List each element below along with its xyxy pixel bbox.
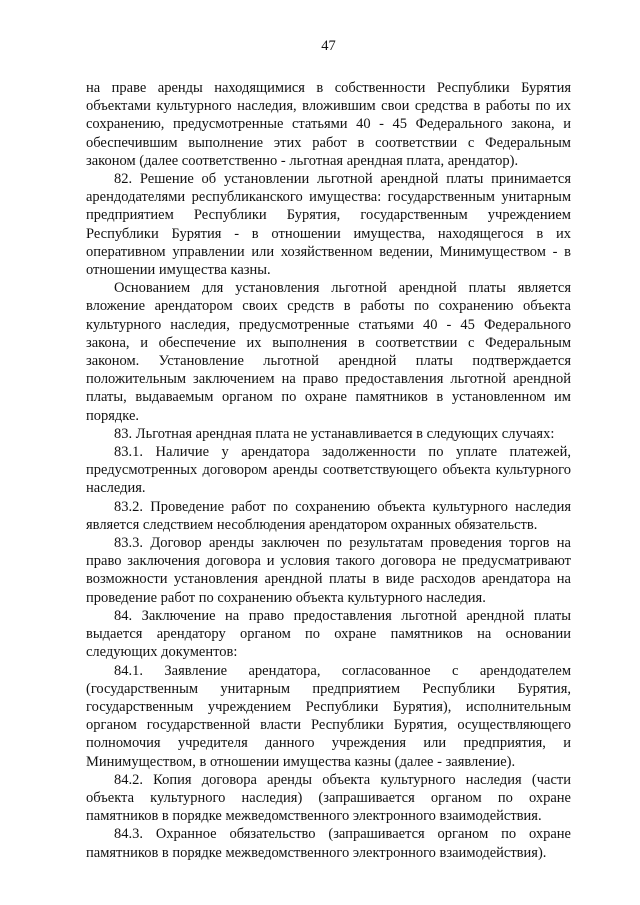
paragraph: на праве аренды находящимися в собственности Республики Бурятия объектами культурного наследия, вложившим свои средства в работы по их сохранению, предусмотренные статьями 40 - 45 Федерального закона, и обеспечившим выполнение этих работ в соответствии с Федеральным законом (далее соответственно - льготная арендная плата, арендатор). xyxy=(86,80,571,169)
paragraph: 83.1. Наличие у арендатора задолженности по уплате платежей, предусмотренных договором аренды соответствующего объекта культурного наследия. xyxy=(86,444,571,497)
paragraph: Основанием для установления льготной арендной платы является вложение арендатором своих средств в работы по сохранению объекта культурного наследия, предусмотренные статьями 40 - 45 Федерального закона, и обеспечение их выполнения в соответствии с Федеральным законом. Установление льготной арендной платы подтверждается положительным заключением на право предоставления льготной арендной платы, выдаваемым органом по охране памятников в установленном им порядке. xyxy=(86,280,571,424)
document-body xyxy=(86,79,571,862)
paragraph: 84. Заключение на право предоставления льготной арендной платы выдается арендатору органом по охране памятников на основании следующих документов: xyxy=(86,607,571,661)
paragraph: 84.1. Заявление арендатора, согласованное с арендодателем (государственным унитарным предприятием Республики Бурятия, государственным учреждением Республики Бурятия), исполнительным органом государственной власти Республики Бурятия, осуществляющего полномочия учредителя данного учреждения или предприятия, и Минимуществом, в отношении имущества казны (далее - заявление). xyxy=(86,662,571,770)
paragraph: 83. Льготная арендная плата не устанавливается в следующих случаях: xyxy=(114,425,555,442)
paragraph: 84.2. Копия договора аренды объекта культурного наследия (части объекта культурного наследия) (запрашивается органом по охране памятников в порядке межведомственного электронного взаимодействия. xyxy=(86,771,571,825)
paragraph: 83.2. Проведение работ по сохранению объекта культурного наследия является следствием несоблюдения арендатором охранных обязательств. xyxy=(86,498,571,533)
page-number: 47 xyxy=(321,38,336,54)
paragraph: 82. Решение об установлении льготной арендной платы принимается арендодателями республиканского имущества: государственным унитарным предприятием Республики Бурятия, государственным учреждением Республики Бурятия - в отношении имущества, находящегося в их оперативном управлении или хозяйственном ведении, Минимуществом - в отношении имущества казны. xyxy=(86,171,571,279)
paragraph: 84.3. Охранное обязательство (запрашивается органом по охране памятников в порядке межведомственного электронного взаимодействия). xyxy=(86,826,571,861)
paragraph: 83.3. Договор аренды заключен по результатам проведения торгов на право заключения договора и условия такого договора не предусматривают возможности установления арендной платы в виде расходов арендатора на проведение работ по сохранению объекта культурного наследия. xyxy=(86,535,571,606)
